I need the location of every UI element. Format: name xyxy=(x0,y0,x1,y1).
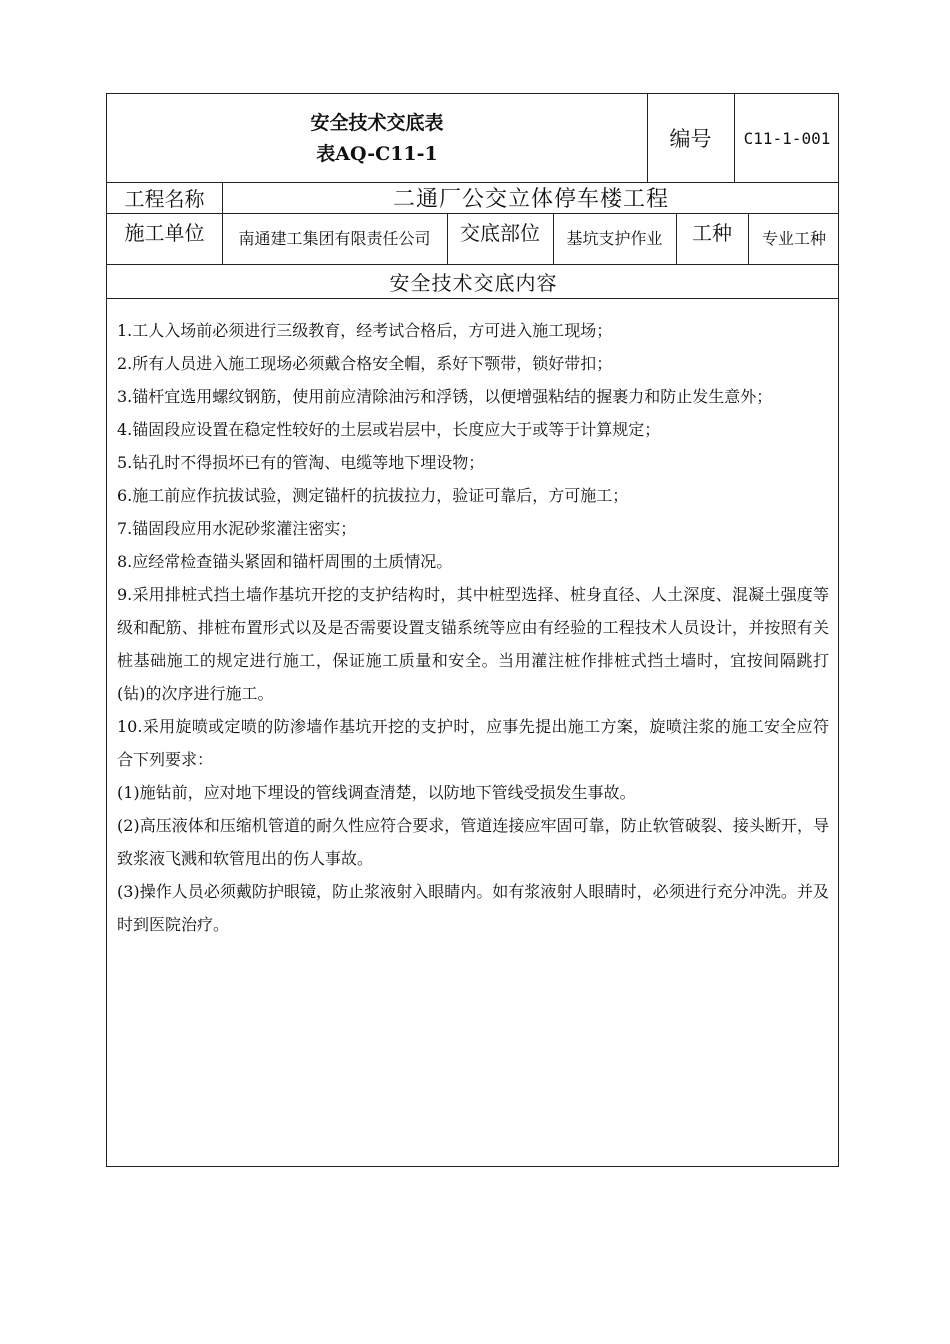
content-item: 6.施工前应作抗拔试验，测定锚杆的抗拔拉力，验证可靠后，方可施工； xyxy=(117,486,629,505)
disclosure-content xyxy=(117,314,829,941)
number-value: C11-1-001 xyxy=(743,128,831,148)
content-item: 4.锚固段应设置在稳定性较好的土层或岩层中，长度应大于或等于计算规定； xyxy=(117,420,661,439)
project-name-label: 工程名称 xyxy=(124,187,205,211)
content-item: 9.采用排桩式挡土墙作基坑开挖的支护结构时，其中桩型选择、桩身直径、人土深度、混凝土强度等级和配筋、排桩布置形式以及是否需要设置支锚系统等应由有经验的工程技术人员设计，并按照有关桩基础施工的规定进行施工，保证施工质量和安全。当用灌注桩作排桩式挡土墙时，宜按间隔跳打(钻)的次序进行施工。 xyxy=(117,585,829,703)
project-name-value: 二通厂公交立体停车楼工程 xyxy=(392,187,669,212)
row-divider xyxy=(107,298,838,299)
disclosure-part-label: 交底部位 xyxy=(460,221,540,245)
form-code: 表AQ-C11-1 xyxy=(316,143,438,165)
content-item: 3.锚杆宜选用螺纹钢筋，使用前应清除油污和浮锈，以便增强粘结的握裹力和防止发生意外； xyxy=(117,387,773,406)
trade-value: 专业工种 xyxy=(762,228,827,248)
construction-unit-label: 施工单位 xyxy=(124,221,205,245)
content-item: 1.工人入场前必须进行三级教育，经考试合格后，方可进入施工现场； xyxy=(117,321,613,340)
content-item: (1)施钻前，应对地下埋设的管线调查清楚，以防地下管线受损发生事故。 xyxy=(117,783,636,802)
disclosure-part-value: 基坑支护作业 xyxy=(566,228,663,248)
content-item: (2)高压液体和压缩机管道的耐久性应符合要求，管道连接应牢固可靠，防止软管破裂、接头断开，导致浆液飞溅和软管甩出的伤人事故。 xyxy=(117,816,829,868)
form-title-cell xyxy=(107,94,647,182)
number-label: 编号 xyxy=(669,127,712,151)
content-item: 5.钻孔时不得损坏已有的管淘、电缆等地下埋设物； xyxy=(117,453,485,472)
form-title: 安全技术交底表 xyxy=(310,112,444,134)
trade-label: 工种 xyxy=(692,221,732,245)
content-item: 10.采用旋喷或定喷的防渗墙作基坑开挖的支护时，应事先提出施工方案，旋喷注浆的施工安全应符合下列要求： xyxy=(117,717,829,769)
safety-disclosure-form xyxy=(106,93,839,1167)
content-item: 2.所有人员进入施工现场必须戴合格安全帽，系好下颚带，锁好带扣； xyxy=(117,354,613,373)
section-heading: 安全技术交底内容 xyxy=(389,270,558,295)
construction-unit-value: 南通建工集团有限责任公司 xyxy=(238,228,431,248)
content-item: 8.应经常检查锚头紧固和锚杆周围的土质情况。 xyxy=(117,552,453,571)
content-item: (3)操作人员必须戴防护眼镜，防止浆液射入眼睛内。如有浆液射人眼睛时，必须进行充分冲洗。并及时到医院治疗。 xyxy=(117,882,829,934)
content-item: 7.锚固段应用水泥砂浆灌注密实； xyxy=(117,519,357,538)
